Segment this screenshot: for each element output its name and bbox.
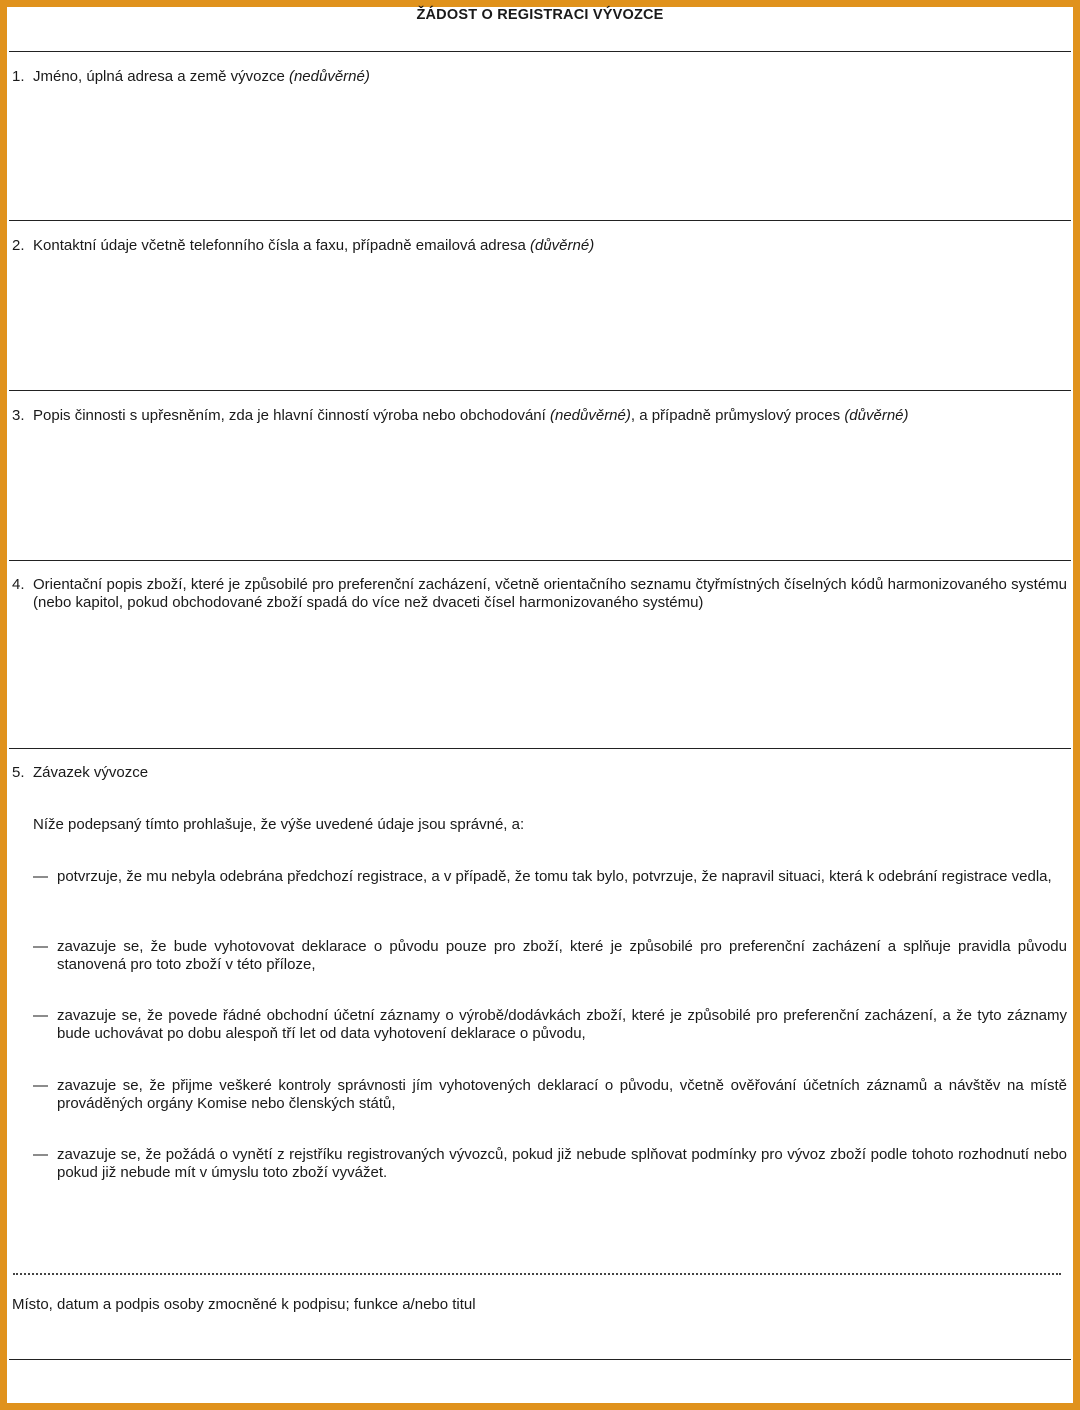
- field-goods-description: [12, 576, 1067, 612]
- divider-3: [9, 560, 1071, 561]
- field-label: Závazek vývozce: [33, 764, 149, 781]
- dash-bullet: —: [33, 1146, 48, 1163]
- declaration-item: [33, 1077, 1067, 1113]
- field-number: 2.: [12, 237, 25, 254]
- field-exporter-name: [12, 68, 1067, 86]
- field-label: Popis činnosti s upřesněním, zda je hlavní činností výroba nebo obchodování: [33, 407, 550, 424]
- dash-bullet: —: [33, 868, 48, 885]
- field-label: Jméno, úplná adresa a země vývozce: [33, 68, 289, 85]
- field-label-continued: , a případně průmyslový proces: [630, 407, 845, 424]
- divider-top: [9, 51, 1071, 52]
- field-contact-details: [12, 237, 1067, 255]
- field-number: 1.: [12, 68, 25, 85]
- declaration-item: [33, 1146, 1067, 1182]
- field-number: 3.: [12, 407, 25, 424]
- signature-dotted-line: [13, 1273, 1061, 1275]
- signature-label: Místo, datum a podpis osoby zmocněné k podpisu; funkce a/nebo titul: [12, 1296, 476, 1313]
- field-note: (nedůvěrné): [288, 68, 370, 85]
- declaration-item: [33, 868, 1067, 886]
- divider-4: [9, 748, 1071, 749]
- declaration-item-text: potvrzuje, že mu nebyla odebrána předchozí registrace, a v případě, že tomu tak bylo, potvrzuje, že napravil situaci, která k odebrání registrace vedla,: [57, 868, 1052, 885]
- declaration-item-text: zavazuje se, že požádá o vynětí z rejstříku registrovaných vývozců, pokud již nebude splňovat podmínky pro vývoz zboží podle tohoto rozhodnutí nebo pokud již nebude mít v úmyslu toto zboží vyvážet.: [57, 1146, 1067, 1181]
- field-note: (důvěrné): [530, 237, 595, 254]
- declaration-item-text: zavazuje se, že povede řádné obchodní účetní záznamy o výrobě/dodávkách zboží, které je způsobilé pro preferenční zacházení, a že tyto záznamy bude uchovávat po dobu alespoň tří let od data vyhotovení deklarace o původu,: [57, 1007, 1067, 1042]
- field-number: 4.: [12, 576, 25, 593]
- field-exporter-undertaking: [12, 764, 1067, 782]
- divider-1: [9, 220, 1071, 221]
- declaration-item: [33, 938, 1067, 974]
- dash-bullet: —: [33, 938, 48, 955]
- declaration-item-text: zavazuje se, že bude vyhotovovat deklarace o původu pouze pro zboží, které je způsobilé pro preferenční zacházení a splňuje pravidla původu stanovená pro toto zboží v této příloze,: [57, 938, 1067, 973]
- field-note: (nedůvěrné): [549, 407, 631, 424]
- declaration-item-text: zavazuje se, že přijme veškeré kontroly správnosti jím vyhotovených deklarací o původu, včetně ověřování účetních záznamů a návštěv na místě prováděných orgány Komise nebo členských států,: [57, 1077, 1067, 1112]
- field-label: Kontaktní údaje včetně telefonního čísla a faxu, případně emailová adresa: [33, 237, 530, 254]
- divider-2: [9, 390, 1071, 391]
- divider-bottom: [9, 1359, 1071, 1360]
- form-title: ŽÁDOST O REGISTRACI VÝVOZCE: [416, 7, 664, 23]
- dash-bullet: —: [33, 1007, 48, 1024]
- declaration-intro: Níže podepsaný tímto prohlašuje, že výše uvedené údaje jsou správné, a:: [33, 816, 525, 833]
- dash-bullet: —: [33, 1077, 48, 1094]
- field-activity-description: [12, 407, 1067, 425]
- field-note-2: (důvěrné): [844, 407, 909, 424]
- declaration-item: [33, 1007, 1067, 1043]
- field-number: 5.: [12, 764, 25, 781]
- field-label: Orientační popis zboží, které je způsobilé pro preferenční zacházení, včetně orientačního seznamu čtyřmístných číselných kódů harmonizovaného systému (nebo kapitol, pokud obchodované zboží spadá do více než dvaceti čísel harmonizovaného systému): [33, 576, 1067, 611]
